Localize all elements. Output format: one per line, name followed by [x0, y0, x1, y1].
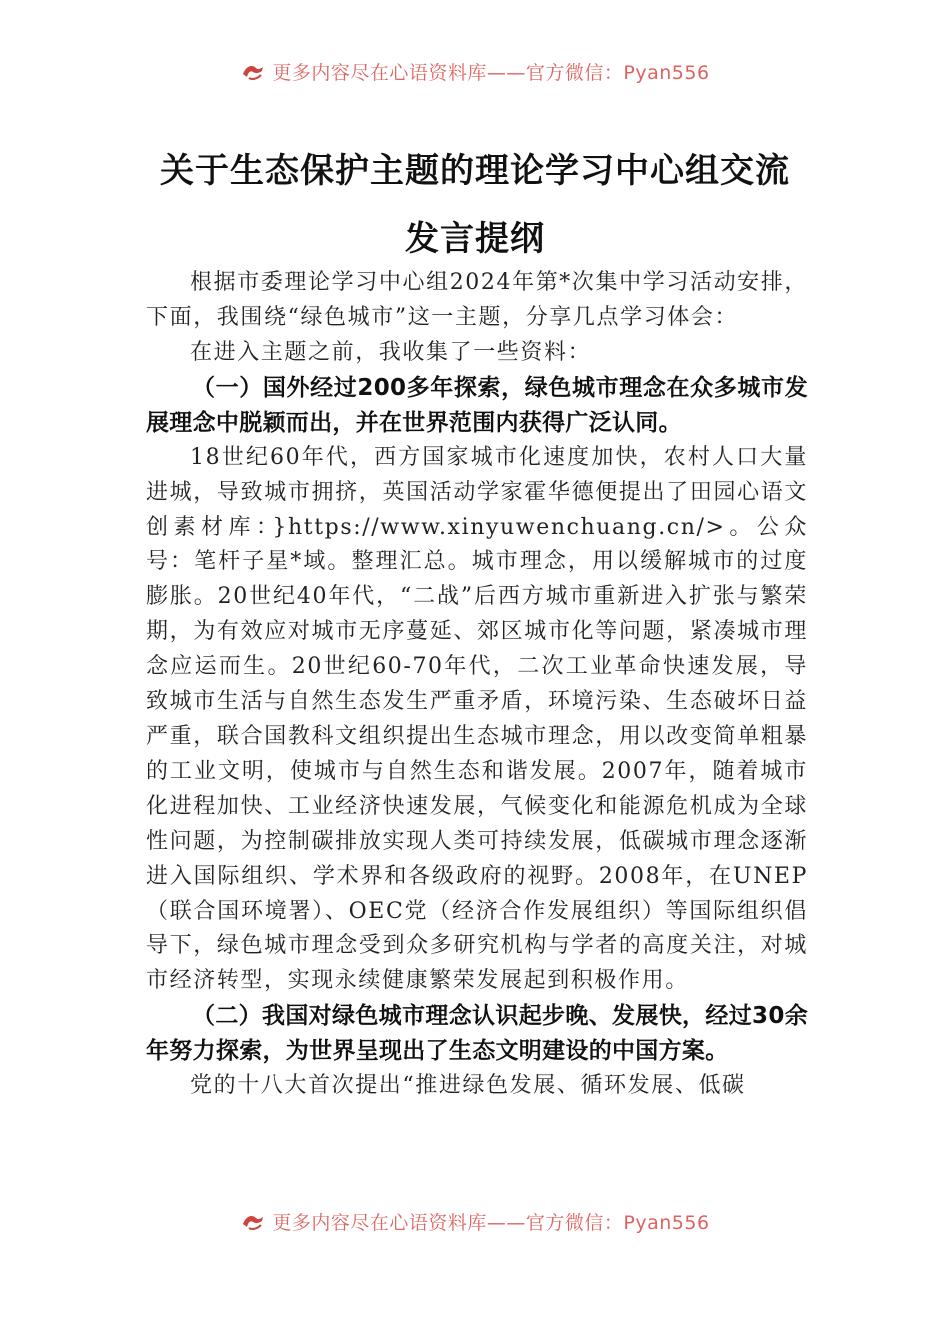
- paragraph: 党的十八大首次提出“推进绿色发展、循环发展、低碳: [190, 1073, 746, 1099]
- section-heading: （一）国外经过200多年探索，绿色城市理念在众多城市发展理念中脱颖而出，并在世界范围内获得广泛认同。: [146, 374, 808, 436]
- hand-logo-icon: [240, 1210, 266, 1232]
- paragraph: 根据市委理论学习中心组2024年第*次集中学习活动安排，下面，我围绕“绿色城市”这一主题，分享几点学习体会：: [146, 270, 808, 330]
- document-title-line-2: 发言提纲: [405, 219, 545, 259]
- watermark-text: 更多内容尽在心语资料库——官方微信：Pyan556: [272, 1211, 710, 1234]
- watermark-text: 更多内容尽在心语资料库——官方微信：Pyan556: [272, 61, 710, 84]
- hand-logo-icon: [240, 60, 266, 82]
- watermark-banner-top: [0, 58, 950, 84]
- document-title-line-1: 关于生态保护主题的理论学习中心组交流: [160, 151, 790, 191]
- paragraph: 在进入主题之前，我收集了一些资料：: [190, 339, 592, 365]
- watermark-banner-bottom: [0, 1208, 950, 1234]
- paragraph: 18世纪60年代，西方国家城市化速度加快，农村人口大量进城，导致城市拥挤，英国活动学家霍华德便提出了田园心语文创素材库：}https://www.xinyuwenchuang.cn/>。公众号：笔杆子星*域。整理汇总。城市理念，用以缓解城市的过度膨胀。20世纪40年代，“二战”后西方城市重新进入扩张与繁荣期，为有效应对城市无序蔓延、郊区城市化等问题，紧凑城市理念应运而生。20世纪60-70年代，二次工业革命快速发展，导致城市生活与自然生态发生严重矛盾，环境污染、生态破坏日益严重，联合国教科文组织提出生态城市理念，用以改变简单粗暴的工业文明，使城市与自然生态和谐发展。2007年，随着城市化进程加快、工业经济快速发展，气候变化和能源危机成为全球性问题，为控制碳排放实现人类可持续发展，低碳城市理念逐渐进入国际组织、学术界和各级政府的视野。2008年，在UNEP（联合国环境署）、OEC党（经济合作发展组织）等国际组织倡导下，绿色城市理念受到众多研究机构与学者的高度关注，对城市经济转型，实现永续健康繁荣发展起到积极作用。: [146, 444, 808, 994]
- section-heading: （二）我国对绿色城市理念认识起步晚、发展快，经过30余年努力探索，为世界呈现出了生态文明建设的中国方案。: [146, 1003, 808, 1065]
- document-body: [146, 266, 808, 1104]
